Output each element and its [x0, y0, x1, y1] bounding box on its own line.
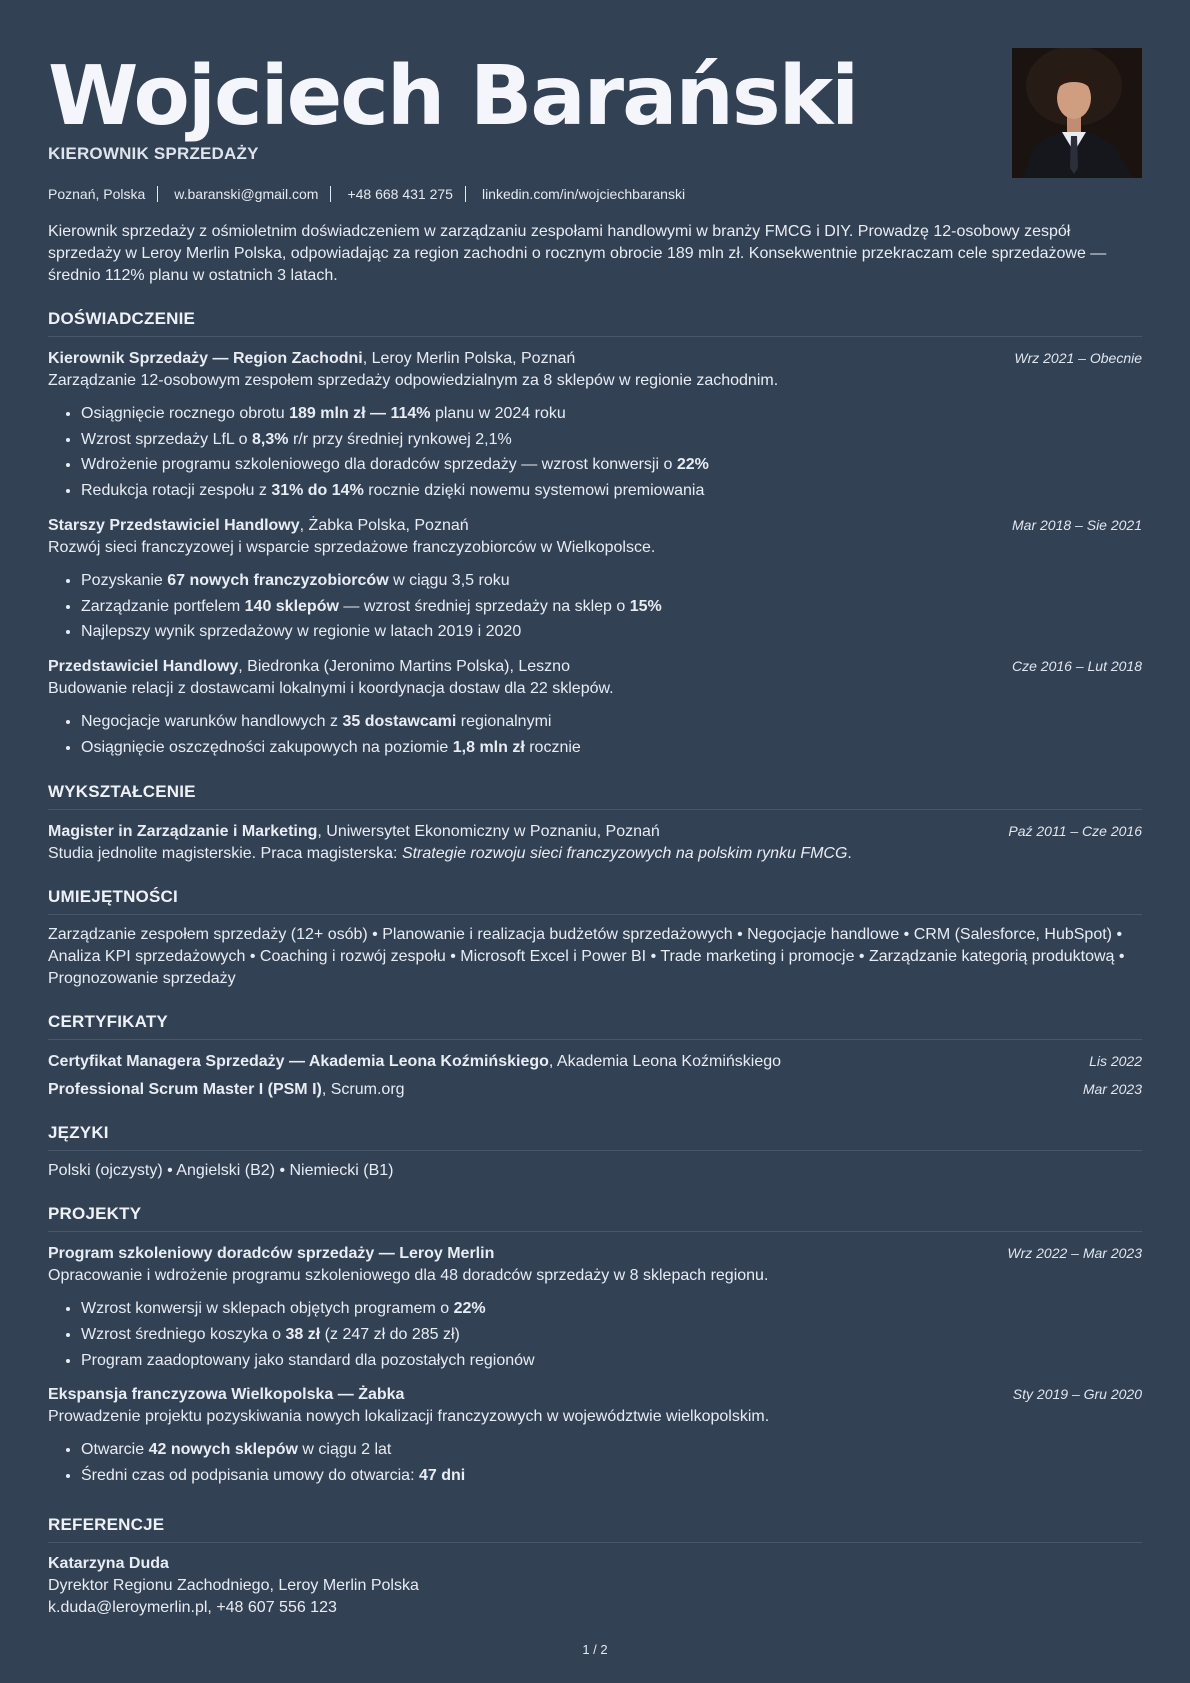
- bullet-item: [81, 1437, 1142, 1463]
- page-number: 1 / 2: [582, 1642, 608, 1657]
- bullet-text: Redukcja rotacji zespołu z: [81, 482, 272, 500]
- education-desc-prefix: Studia jednolite magisterskie. Praca magisterska:: [48, 845, 402, 863]
- job-title-line: [48, 515, 469, 537]
- education-desc-suffix: .: [847, 845, 852, 863]
- bullet-list: [48, 401, 1142, 504]
- job-company: , Biedronka (Jeronimo Martins Polska), Leszno: [238, 657, 570, 675]
- project-description: Opracowanie i wdrożenie programu szkoleniowego dla 48 doradców sprzedaży w 8 sklepach regionu.: [48, 1267, 769, 1285]
- certificate-issuer: , Akademia Leona Koźmińskiego: [548, 1053, 782, 1071]
- bullet-highlight: 38 zł: [285, 1326, 321, 1344]
- contact-line: [48, 186, 1142, 202]
- bullet-item: [81, 735, 1142, 761]
- education-thesis: Strategie rozwoju sieci franczyzowych na polskim rynku FMCG: [401, 845, 848, 863]
- certificates-list: [48, 1050, 1142, 1101]
- job-role: Starszy Przedstawiciel Handlowy: [48, 516, 300, 534]
- job-entry: [48, 514, 1142, 645]
- bullet-text: Wzrost konwersji w sklepach objętych programem o: [81, 1300, 454, 1318]
- bullet-item: [81, 709, 1142, 735]
- certificate-item: [48, 1078, 1142, 1101]
- bullet-item: [81, 1322, 1142, 1348]
- project-header: [48, 1242, 1142, 1265]
- section-title-education: WYKSZTAŁCENIE: [48, 782, 1142, 810]
- reference-position: Dyrektor Regionu Zachodniego, Leroy Merlin Polska: [48, 1576, 419, 1594]
- bullet-highlight: 189 mln zł — 114%: [289, 405, 431, 422]
- job-title-line: [48, 656, 570, 678]
- bullet-highlight: 22%: [676, 456, 709, 474]
- job-role: Kierownik Sprzedaży — Region Zachodni: [48, 350, 363, 367]
- bullet-highlight: 1,8 mln zł: [452, 738, 525, 756]
- section-title-references: REFERENCJE: [48, 1515, 1142, 1543]
- bullet-text: Pozyskanie: [81, 571, 168, 589]
- job-date: Wrz 2021 – Obecnie: [1014, 350, 1142, 366]
- projects-list: [48, 1242, 1142, 1489]
- bullet-text: w ciągu 3,5 roku: [388, 571, 510, 589]
- job-description: Rozwój sieci franczyzowej i wsparcie sprzedażowe franczyzobiorców w Wielkopolsce.: [48, 538, 656, 556]
- contact-divider: [330, 186, 331, 202]
- job-header: [48, 347, 1142, 370]
- section-title-languages: JĘZYKI: [48, 1123, 1142, 1151]
- bullet-item: [81, 1296, 1142, 1322]
- contact-divider: [157, 186, 158, 202]
- bullet-highlight: 35 dostawcami: [342, 712, 457, 730]
- reference-contact: k.duda@leroymerlin.pl, +48 607 556 123: [48, 1598, 337, 1616]
- education-degree: Magister in Zarządzanie i Marketing: [48, 823, 318, 841]
- bullet-item: [81, 452, 1142, 478]
- certificate-title-line: [48, 1051, 781, 1073]
- job-header: [48, 514, 1142, 537]
- job-entry: [48, 655, 1142, 760]
- project-header: [48, 1383, 1142, 1406]
- skills-list: Zarządzanie zespołem sprzedaży (12+ osób) • Planowanie i realizacja budżetów sprzedażowych • Negocjacje handlowe • CRM (Salesforce, HubSpot) • Analiza KPI sprzedażowych • Coaching i rozwój zespołu • Microsoft Excel i Power BI • Trade marketing i promocje • Zarządzanie kategorią produktową • Prognozowanie sprzedaży: [48, 926, 1125, 988]
- bullet-list: [48, 709, 1142, 760]
- bullet-text: Wdrożenie programu szkoleniowego dla doradców sprzedaży — wzrost konwersji o: [81, 456, 677, 474]
- education-description: [48, 843, 1142, 865]
- job-description: Budowanie relacji z dostawcami lokalnymi i koordynacja dostaw dla 22 sklepów.: [48, 679, 614, 697]
- bullet-text: — wzrost średniej sprzedaży na sklep o: [338, 597, 630, 615]
- bullet-text: Zarządzanie portfelem: [81, 597, 245, 615]
- project-entry: [48, 1242, 1142, 1373]
- bullet-text: Wzrost średniego koszyka o: [81, 1326, 286, 1344]
- certificate-issuer: , Scrum.org: [321, 1081, 405, 1099]
- candidate-headline: KIEROWNIK SPRZEDAŻY: [48, 144, 259, 163]
- bullet-text: (z 247 zł do 285 zł): [320, 1326, 460, 1344]
- certificate-name: Certyfikat Managera Sprzedaży — Akademia Leona Koźmińskiego: [48, 1053, 549, 1071]
- project-entry: [48, 1383, 1142, 1488]
- languages-list: Polski (ojczysty) • Angielski (B2) • Niemiecki (B1): [48, 1162, 394, 1180]
- bullet-list: [48, 1437, 1142, 1488]
- bullet-highlight: 22%: [453, 1300, 486, 1318]
- bullet-text: Osiągnięcie rocznego obrotu: [81, 405, 290, 422]
- bullet-text: Najlepszy wynik sprzedażowy w regionie w latach 2019 i 2020: [81, 623, 522, 641]
- bullet-text: Wzrost sprzedaży LfL o: [81, 430, 253, 448]
- job-company: , Żabka Polska, Poznań: [299, 516, 469, 534]
- bullet-item: [81, 401, 1142, 427]
- bullet-list: [48, 1296, 1142, 1373]
- job-date: Cze 2016 – Lut 2018: [1012, 657, 1142, 674]
- bullet-list: [48, 568, 1142, 645]
- bullet-item: [81, 1463, 1142, 1489]
- job-header: [48, 655, 1142, 678]
- job-entry: [48, 347, 1142, 504]
- education-school: , Uniwersytet Ekonomiczny w Poznaniu, Poznań: [317, 823, 660, 841]
- section-title-certificates: CERTYFIKATY: [48, 1012, 1142, 1040]
- certificate-item: [48, 1050, 1142, 1073]
- bullet-text: Średni czas od podpisania umowy do otwarcia:: [81, 1467, 419, 1485]
- job-date: Mar 2018 – Sie 2021: [1012, 516, 1142, 533]
- project-date: Sty 2019 – Gru 2020: [1012, 1386, 1142, 1403]
- bullet-text: w ciągu 2 lat: [297, 1441, 392, 1459]
- bullet-highlight: 15%: [629, 597, 662, 615]
- bullet-text: regionalnymi: [456, 712, 552, 730]
- bullet-item: [81, 427, 1142, 453]
- bullet-highlight: 140 sklepów: [244, 597, 339, 615]
- section-title-projects: PROJEKTY: [48, 1204, 1142, 1232]
- reference-name: Katarzyna Duda: [48, 1554, 169, 1572]
- bullet-text: r/r przy średniej rynkowej 2,1%: [288, 430, 512, 448]
- education-entry: [48, 820, 1142, 865]
- bullet-highlight: 67 nowych franczyzobiorców: [167, 571, 389, 589]
- bullet-highlight: 31% do 14%: [271, 482, 364, 500]
- certificate-date: Mar 2023: [1082, 1081, 1142, 1098]
- experience-list: [48, 347, 1142, 760]
- contact-email[interactable]: w.baranski@gmail.com: [174, 186, 319, 202]
- bullet-text: planu w 2024 roku: [430, 405, 566, 422]
- contact-phone[interactable]: +48 668 431 275: [347, 186, 453, 202]
- certificate-name: Professional Scrum Master I (PSM I): [48, 1081, 322, 1099]
- bullet-highlight: 8,3%: [252, 430, 289, 448]
- profile-summary: Kierownik sprzedaży z ośmioletnim doświadczeniem w zarządzaniu zespołami handlowymi w branży FMCG i DIY. Prowadzę 12-osobowy zespół sprzedaży w Leroy Merlin Polska, odpowiadając za region zachodni o rocznym obrocie 189 mln zł. Konsekwentnie przekraczam cele sprzedażowe — średnio 112% planu w ostatnich 3 latach.: [48, 223, 1107, 284]
- certificate-title-line: [48, 1079, 405, 1101]
- bullet-text: rocznie: [524, 738, 581, 756]
- profile-photo: [1012, 48, 1142, 178]
- bullet-text: Osiągnięcie oszczędności zakupowych na poziomie: [81, 738, 453, 756]
- section-title-skills: UMIEJĘTNOŚCI: [48, 887, 1142, 915]
- bullet-highlight: 42 nowych sklepów: [148, 1441, 298, 1459]
- certificate-date: Lis 2022: [1089, 1053, 1142, 1070]
- bullet-text: Otwarcie: [81, 1441, 149, 1459]
- contact-location: Poznań, Polska: [48, 186, 146, 202]
- contact-divider: [465, 186, 466, 202]
- candidate-name: Wojciech Barański: [48, 49, 858, 144]
- job-role: Przedstawiciel Handlowy: [48, 657, 239, 675]
- project-description: Prowadzenie projektu pozyskiwania nowych lokalizacji franczyzowych w województwie wielkopolskim.: [48, 1408, 770, 1426]
- project-name: Program szkoleniowy doradców sprzedaży — Leroy Merlin: [48, 1245, 495, 1263]
- job-description: Zarządzanie 12-osobowym zespołem sprzedaży odpowiedzialnym za 8 sklepów w regionie zachodnim.: [48, 372, 779, 389]
- bullet-text: Negocjacje warunków handlowych z: [81, 712, 343, 730]
- project-date: Wrz 2022 – Mar 2023: [1007, 1245, 1142, 1262]
- contact-linkedin[interactable]: linkedin.com/in/wojciechbaranski: [481, 186, 686, 202]
- job-title-line: [48, 348, 575, 370]
- bullet-item: [81, 568, 1142, 594]
- education-date: Paź 2011 – Cze 2016: [1008, 823, 1142, 840]
- job-company: , Leroy Merlin Polska, Poznań: [362, 350, 576, 367]
- bullet-item: [81, 1348, 1142, 1374]
- section-title-experience: DOŚWIADCZENIE: [48, 309, 1142, 337]
- bullet-text: rocznie dzięki nowemu systemowi premiowania: [363, 482, 705, 500]
- profile-photo-image: [1012, 48, 1142, 178]
- resume-header: [48, 0, 1142, 202]
- bullet-item: [81, 619, 1142, 645]
- bullet-highlight: 47 dni: [418, 1467, 466, 1485]
- project-name: Ekspansja franczyzowa Wielkopolska — Żabka: [48, 1386, 405, 1404]
- bullet-text: Program zaadoptowany jako standard dla pozostałych regionów: [81, 1351, 535, 1369]
- bullet-item: [81, 594, 1142, 620]
- bullet-item: [81, 478, 1142, 504]
